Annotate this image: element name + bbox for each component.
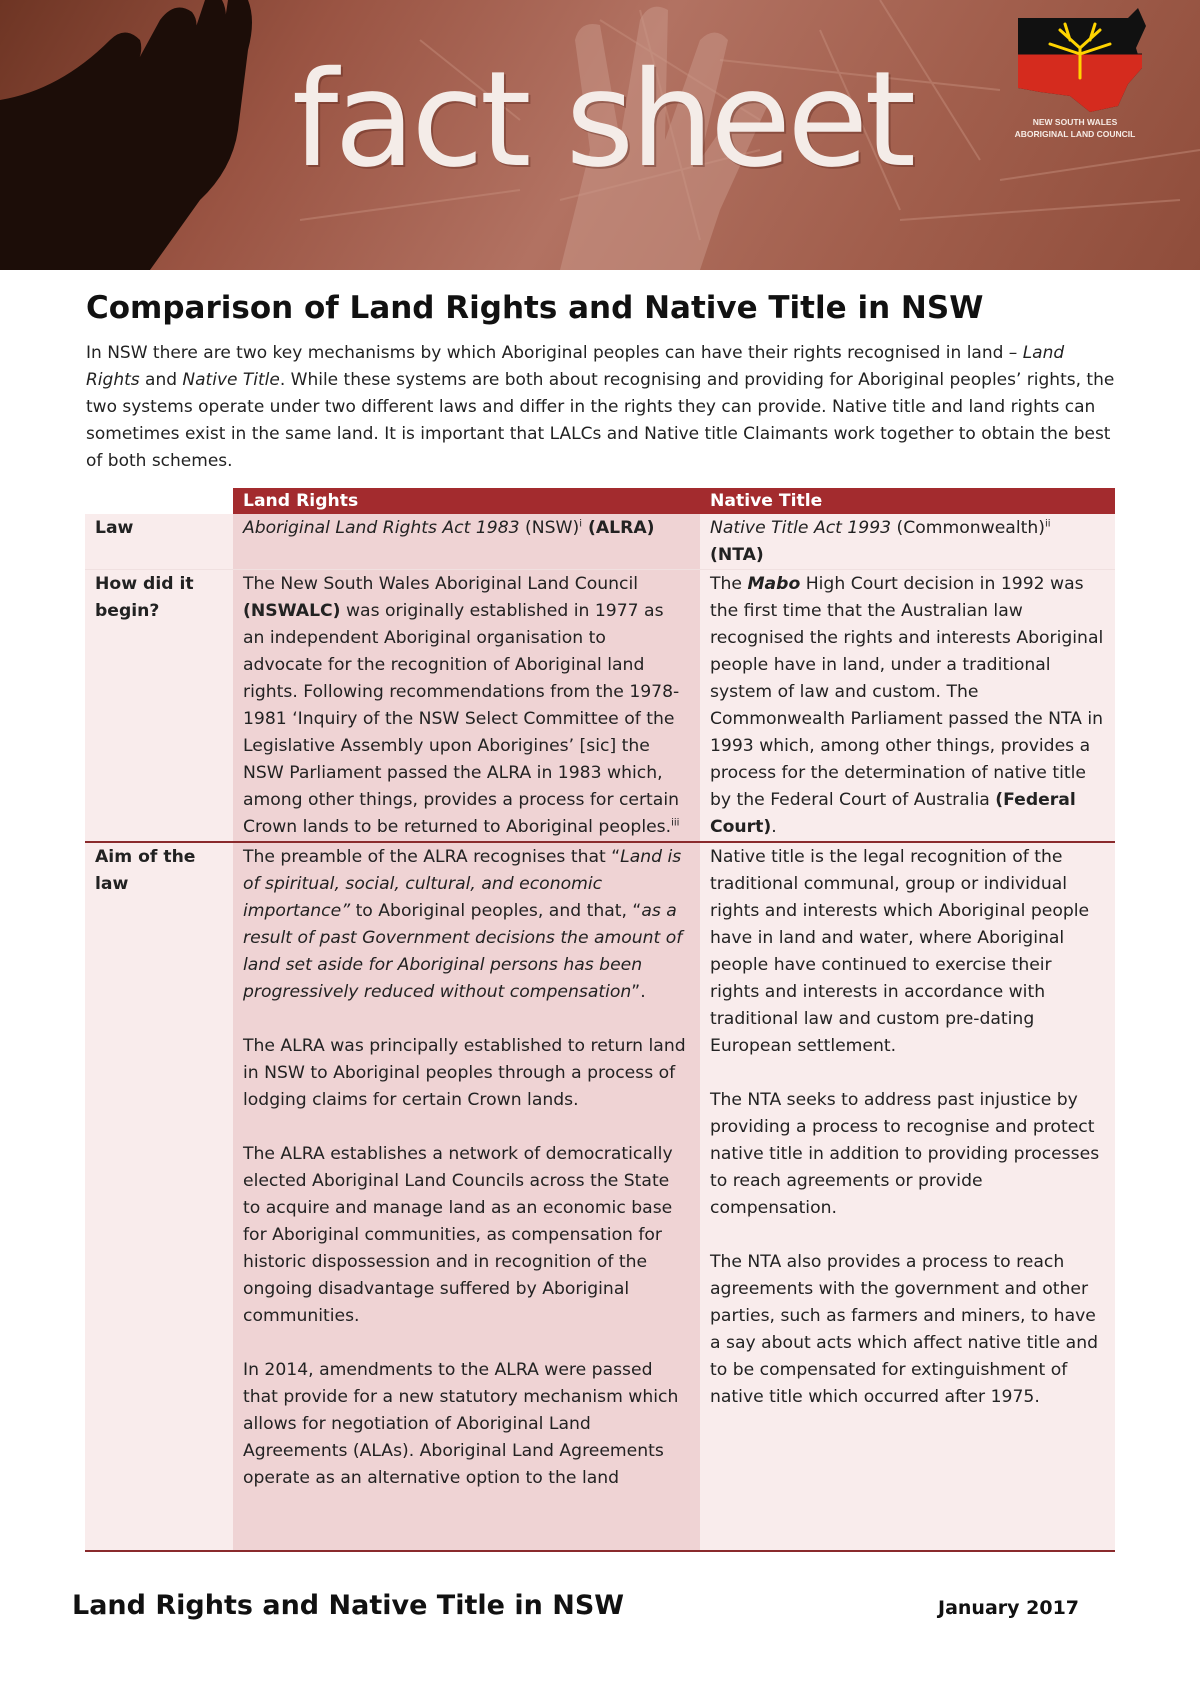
- cell-land-rights-law: [233, 514, 700, 570]
- footnote-ref-ii: ii: [1044, 518, 1051, 530]
- cell-native-title-law: [700, 514, 1115, 570]
- aim-lr-paragraph-3: The ALRA establishes a network of democratically elected Aboriginal Land Councils across the State to acquire and manage land as an economic base for Aboriginal communities, as compensation for historic dispossession and in recognition of the ongoing disadvantage suffered by Aboriginal communities.: [243, 1144, 673, 1326]
- alra-abbreviation: (ALRA): [582, 518, 655, 538]
- cell-land-rights-begin: [233, 570, 700, 843]
- aim-lr-quote-1: Land is of spiritual, social, cultural, and economic importance”: [243, 847, 682, 921]
- begin-lr-text-2: was originally established in 1977 as an independent Aboriginal organisation to advocate for the recognition of Aboriginal land rights. Following recommendations from the 1978-1981 ‘Inquiry of the NSW Select Committee of the Legislative Assembly upon Aborigines’ [sic] the NSW Parliament passed the ALRA in 1983 which, among other things, provides a process for certain Crown lands to be returned to Aboriginal peoples.: [243, 601, 680, 837]
- nta-act-name: Native Title Act 1993: [710, 518, 892, 538]
- begin-lr-text-1: The New South Wales Aboriginal Land Council: [243, 574, 639, 594]
- aim-nt-paragraph-1: Native title is the legal recognition of the traditional communal, group or individual rights and interests which Aboriginal people have in land and water, where Aboriginal people have continued to exercise their rights and interests in accordance with traditional law and custom pre-dating European settlement.: [710, 847, 1090, 1056]
- nta-jurisdiction: (Commonwealth): [891, 518, 1045, 538]
- intro-native-title-term: Native Title: [182, 370, 280, 390]
- intro-paragraph: [86, 340, 1116, 475]
- aim-nt-paragraph-3: The NTA also provides a process to reach agreements with the government and other parties, such as farmers and miners, to have a say about acts which affect native title and to be compensated for extinguishment of native title which occurred after 1975.: [710, 1252, 1098, 1407]
- begin-nt-end: .: [771, 817, 777, 837]
- aim-lr-text-c: ”.: [631, 982, 646, 1002]
- table-row-aim: [85, 842, 1115, 1551]
- nsw-map-logo-icon: [1010, 8, 1150, 118]
- logo-text-line-2: ABORIGINAL LAND COUNCIL: [1014, 129, 1136, 139]
- footnote-ref-iii: iii: [671, 817, 680, 829]
- aim-lr-paragraph-1: [243, 844, 690, 1006]
- aim-nt-paragraph-2: The NTA seeks to address past injustice by providing a process to recognise and protect native title in addition to providing processes to reach agreements or provide compensation.: [710, 1090, 1100, 1218]
- table-row-begin: [85, 570, 1115, 843]
- header-blank-cell: [85, 488, 233, 514]
- header-banner: [0, 0, 1200, 270]
- aim-lr-quote-2: as a result of past Government decisions the amount of land set aside for Aboriginal persons has been progressively reduced without compensation: [243, 901, 683, 1002]
- intro-text-2: . While these systems are both about recognising and providing for Aboriginal peoples’ rights, the two systems operate under two different laws and differ in the rights they can provide. Native title and land rights can sometimes exist in the same land. It is important that LALCs and Native title Claimants work together to obtain the best of both schemes.: [86, 370, 1115, 471]
- begin-nt-text-2: High Court decision in 1992 was the first time that the Australian law recognised the rights and interests Aboriginal people have in land, under a traditional system of law and custom. The Commonwealth Parliament passed the NTA in 1993 which, among other things, provides a process for the determination of native title by the Federal Court of Australia: [710, 574, 1104, 810]
- comparison-table: [85, 488, 1115, 1552]
- page-title: Comparison of Land Rights and Native Title in NSW: [86, 290, 984, 326]
- intro-text-1: In NSW there are two key mechanisms by which Aboriginal peoples can have their rights recognised in land –: [86, 343, 1023, 363]
- alra-act-name: Aboriginal Land Rights Act 1983: [243, 518, 520, 538]
- fact-sheet-title: fact sheet: [291, 43, 913, 197]
- row-label-aim: Aim of the law: [85, 842, 233, 1551]
- footer-title: Land Rights and Native Title in NSW: [72, 1590, 625, 1621]
- row-label-begin: How did it begin?: [85, 570, 233, 843]
- logo-text-line-1: NEW SOUTH WALES: [1032, 117, 1118, 127]
- aim-lr-paragraph-2: The ALRA was principally established to return land in NSW to Aboriginal peoples through a process of lodging claims for certain Crown lands.: [243, 1036, 686, 1110]
- begin-nt-text-1: The: [710, 574, 748, 594]
- footnote-ref-i: i: [579, 518, 582, 530]
- aim-lr-paragraph-4: In 2014, amendments to the ALRA were passed that provide for a new statutory mechanism which allows for negotiation of Aboriginal Land Agreements (ALAs). Aboriginal Land Agreements operate as an alternative option to the land: [243, 1360, 679, 1488]
- federal-court-abbreviation: (Federal Court): [710, 790, 1076, 837]
- row-label-law: Law: [85, 514, 233, 570]
- nta-abbreviation: (NTA): [710, 545, 764, 565]
- cell-native-title-begin: [700, 570, 1115, 843]
- cell-land-rights-aim: [233, 842, 700, 1551]
- intro-land-rights-term: Land Rights: [86, 343, 1065, 390]
- header-land-rights: Land Rights: [233, 488, 700, 514]
- footer-date: January 2017: [938, 1597, 1080, 1619]
- nswalc-abbreviation: (NSWALC): [243, 601, 341, 621]
- aim-lr-text-a: The preamble of the ALRA recognises that “: [243, 847, 621, 867]
- intro-and: and: [139, 370, 183, 390]
- dark-hand-shape: [0, 0, 252, 270]
- table-row-law: [85, 514, 1115, 570]
- alra-jurisdiction: (NSW): [519, 518, 580, 538]
- nswalc-logo-text: [1000, 116, 1150, 140]
- header-native-title: Native Title: [700, 488, 1115, 514]
- cell-native-title-aim: [700, 842, 1115, 1551]
- table-header-row: [85, 488, 1115, 514]
- mabo-term: Mabo: [747, 574, 801, 594]
- aim-lr-text-b: to Aboriginal peoples, and that, “: [350, 901, 642, 921]
